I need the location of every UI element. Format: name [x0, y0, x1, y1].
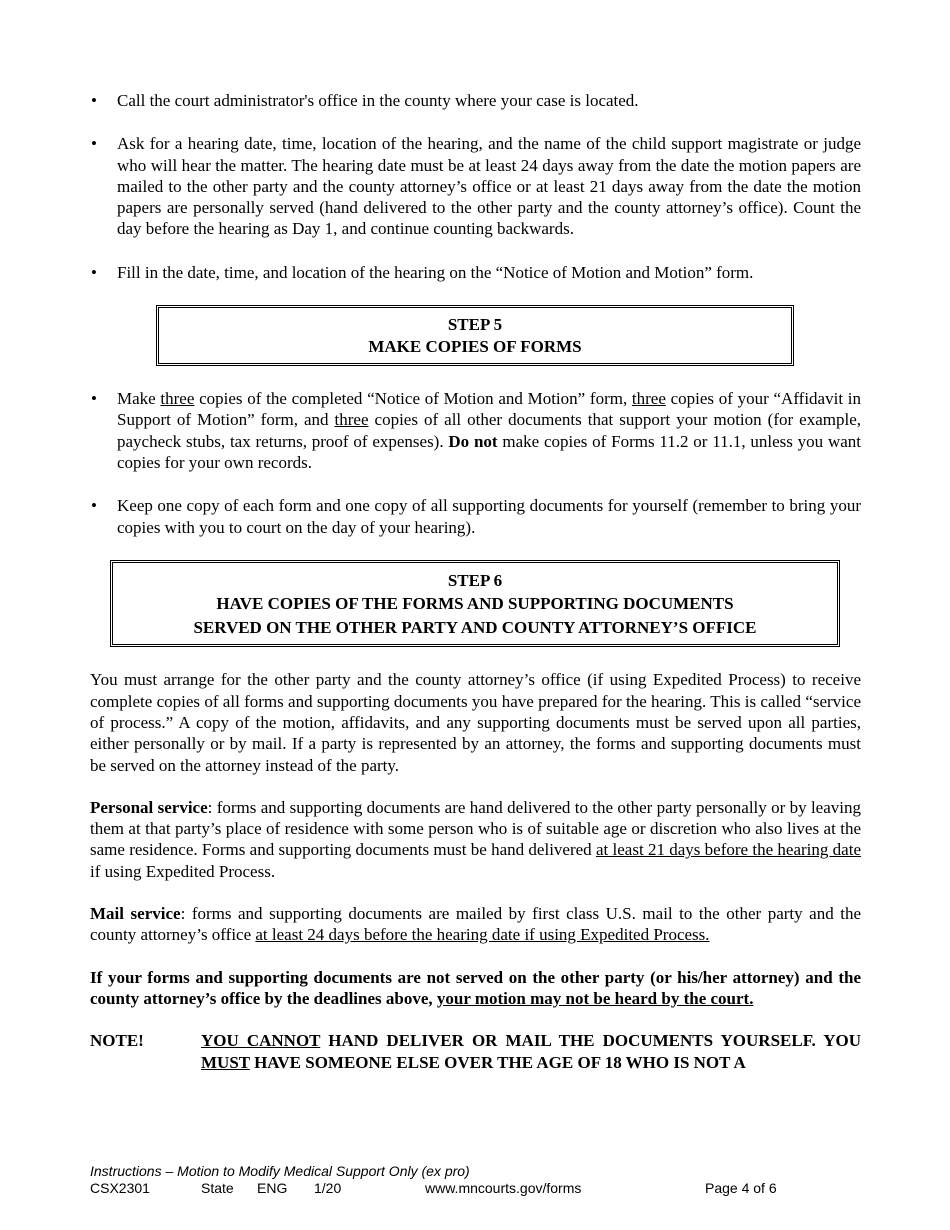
document-page — [90, 90, 861, 1073]
footer-url: www.mncourts.gov/forms — [425, 1180, 582, 1196]
note-paragraph — [90, 1030, 861, 1073]
personal-service-paragraph: Personal service: forms and supporting documents are hand delivered to the other party personally or by leaving them at that party’s place of residence with some person who is of suitable age or discretion who also lives at the same residence. Forms and supporting documents must be hand delivered at least 21 days before the hearing date if using Expedited Process. — [90, 797, 861, 881]
mail-service-paragraph: Mail service: forms and supporting documents are mailed by first class U.S. mail to the other party and the county attorney’s office at least 24 days before the hearing date if using Expedited Process. — [90, 904, 862, 945]
bullet-fill-in-notice: • Fill in the date, time, and location of the hearing on the “Notice of Motion and Motion” form. — [91, 262, 754, 282]
bullet-make-copies: • Make three copies of the completed “Notice of Motion and Motion” form, three copies of your “Affidavit in Support of Motion” form, and three copies of all other documents that support your motion (for example, paycheck stubs, tax returns, proof of expenses). Do not make copies of Forms 11.2 or 11.1, unless you want copies for your own records. — [91, 389, 861, 472]
step5-title: STEP 5 — [447, 315, 503, 335]
bullet-dot: • — [91, 134, 97, 154]
footer-title: Instructions – Motion to Modify Medical Support Only (ex pro) — [90, 1163, 470, 1179]
page-footer — [90, 1163, 861, 1197]
bullet-dot: • — [91, 262, 97, 282]
step5-heading-box — [156, 305, 794, 366]
step5-subtitle: MAKE COPIES OF FORMS — [368, 337, 582, 357]
bullet-call-administrator: • Call the court administrator's office in the county where your case is located. — [91, 91, 639, 110]
note-text: YOU CANNOT HAND DELIVER OR MAIL THE DOCUMENTS YOURSELF. YOU MUST HAVE SOMEONE ELSE OVER THE AGE OF 18 WHO IS NOT A — [201, 1031, 862, 1072]
bullet-ask-hearing-date: • Ask for a hearing date, time, location of the hearing, and the name of the child support magistrate or judge who will hear the matter. The hearing date must be at least 24 days away from the date the motion papers are mailed to the other party and the county attorney’s office or at least 21 days away from the date the motion papers are personally served (hand delivered to the other party and the county attorney’s office). Count the day before the hearing as Day 1, and continue counting backwards. — [91, 134, 861, 239]
footer-revision: 1/20 — [314, 1180, 342, 1196]
note-label: NOTE! — [90, 1031, 144, 1051]
step6-line1: HAVE COPIES OF THE FORMS AND SUPPORTING DOCUMENTS — [216, 594, 734, 614]
footer-scope: State — [201, 1180, 234, 1196]
footer-form-code: CSX2301 — [90, 1180, 150, 1196]
footer-meta-row — [90, 1180, 861, 1197]
step6-line2: SERVED ON THE OTHER PARTY AND COUNTY ATTORNEY’S OFFICE — [193, 617, 757, 637]
bullet-keep-copy: • Keep one copy of each form and one copy of all supporting documents for yourself (remember to bring your copies with you to court on the day of your hearing). — [91, 496, 861, 537]
bullet-dot: • — [91, 389, 97, 409]
service-of-process-paragraph: You must arrange for the other party and the county attorney’s office (if using Expedited Process) to receive complete copies of all forms and supporting documents you have prepared for the hearing. This is called “service of process.” A copy of the motion, affidavits, and any supporting documents must be served upon all parties, either personally or by mail. If a party is represented by an attorney, the forms and supporting documents must be served on the attorney instead of the party. — [90, 670, 861, 775]
bullet-dot: • — [91, 496, 97, 516]
step6-heading-box — [110, 560, 840, 648]
footer-language: ENG — [257, 1180, 288, 1196]
step6-title: STEP 6 — [447, 570, 503, 590]
deadline-warning-paragraph: If your forms and supporting documents are not served on the other party (or his/her attorney) and the county attorney’s office by the deadlines above, your motion may not be heard by the court. — [90, 967, 861, 1008]
footer-page-number: Page 4 of 6 — [705, 1180, 777, 1196]
bullet-dot: • — [91, 91, 97, 110]
